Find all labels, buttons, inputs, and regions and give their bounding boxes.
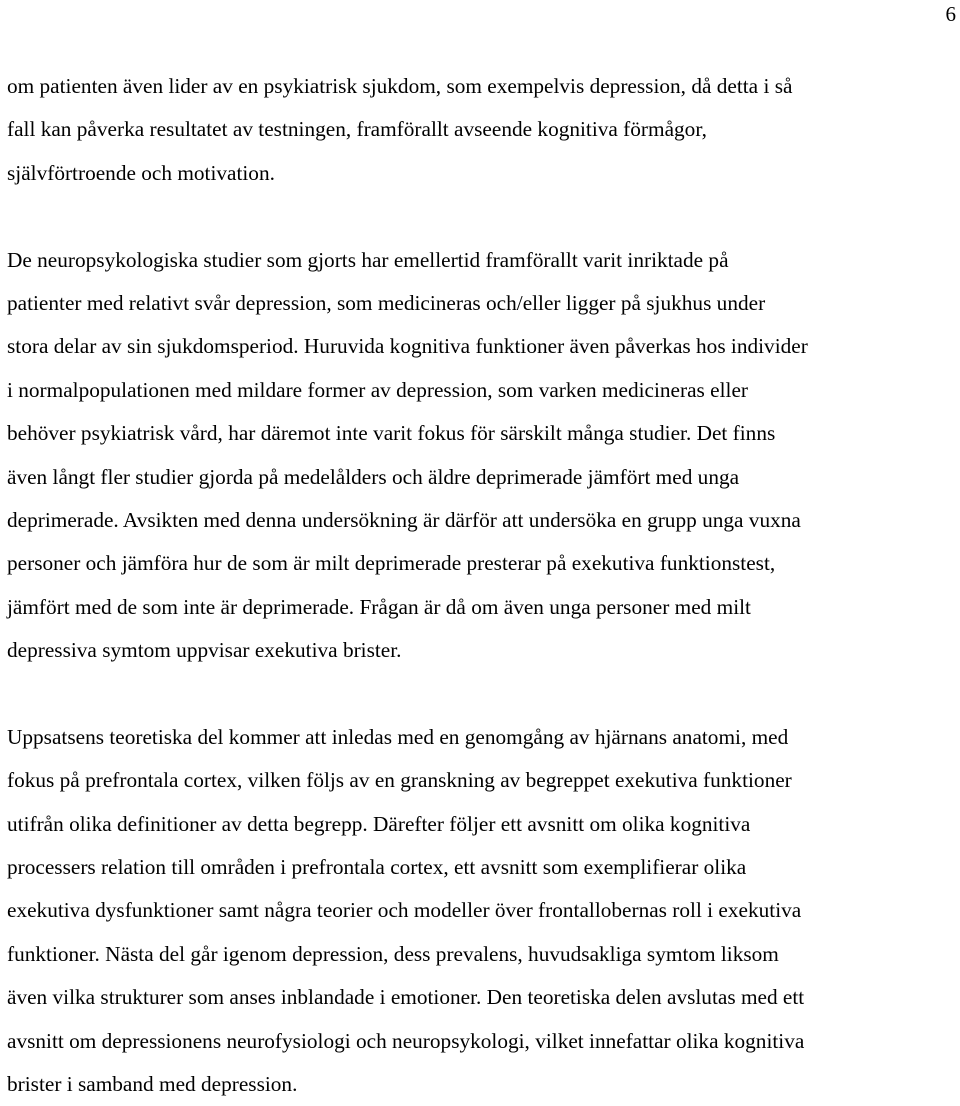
text-line: jämfört med de som inte är deprimerade. Frågan är då om även unga personer med milt bbox=[7, 594, 751, 619]
text-line: självförtroende och motivation. bbox=[7, 160, 275, 185]
text-line: processers relation till områden i prefrontala cortex, ett avsnitt som exemplifierar olika bbox=[7, 855, 747, 880]
paragraph-spacer bbox=[7, 195, 955, 238]
paragraph-1 bbox=[7, 65, 955, 195]
text-line: fall kan påverka resultatet av testningen, framförallt avseende kognitiva förmågor, bbox=[7, 117, 707, 142]
text-line: exekutiva dysfunktioner samt några teorier och modeller över frontallobernas roll i exekutiva bbox=[7, 898, 802, 923]
text-line: brister i samband med depression. bbox=[7, 1071, 298, 1096]
text-line: depressiva symtom uppvisar exekutiva brister. bbox=[7, 638, 402, 663]
text-line: även långt fler studier gjorda på medelålders och äldre deprimerade jämfört med unga bbox=[7, 464, 740, 489]
text-line: om patienten även lider av en psykiatrisk sjukdom, som exempelvis depression, då detta i så bbox=[7, 74, 793, 98]
text-line: Uppsatsens teoretiska del kommer att inledas med en genomgång av hjärnans anatomi, med bbox=[7, 724, 789, 749]
text-line: deprimerade. Avsikten med denna undersökning är därför att undersöka en grupp unga vuxna bbox=[7, 507, 801, 532]
text-line: personer och jämföra hur de som är milt deprimerade presterar på exekutiva funktionstest, bbox=[7, 551, 776, 576]
text-line: utifrån olika definitioner av detta begrepp. Därefter följer ett avsnitt om olika kognitiva bbox=[7, 811, 751, 836]
page-number: 6 bbox=[945, 2, 956, 26]
text-line: De neuropsykologiska studier som gjorts har emellertid framförallt varit inriktade på bbox=[7, 247, 729, 272]
paragraph-3 bbox=[7, 716, 955, 1106]
text-line: behöver psykiatrisk vård, har däremot inte varit fokus för särskilt många studier. Det finns bbox=[7, 421, 776, 446]
text-line: även vilka strukturer som anses inblandade i emotioner. Den teoretiska delen avslutas med ett bbox=[7, 985, 805, 1010]
text-line: stora delar av sin sjukdomsperiod. Huruvida kognitiva funktioner även påverkas hos individer bbox=[7, 334, 808, 359]
text-line: fokus på prefrontala cortex, vilken följs av en granskning av begreppet exekutiva funktioner bbox=[7, 768, 792, 793]
document-body bbox=[7, 65, 955, 1106]
text-line: funktioner. Nästa del går igenom depression, dess prevalens, huvudsakliga symtom liksom bbox=[7, 941, 779, 966]
text-line: avsnitt om depressionens neurofysiologi och neuropsykologi, vilket innefattar olika kognitiva bbox=[7, 1028, 805, 1053]
paragraph-spacer bbox=[7, 672, 955, 715]
text-line: patienter med relativt svår depression, som medicineras och/eller ligger på sjukhus under bbox=[7, 290, 766, 315]
paragraph-2 bbox=[7, 239, 955, 673]
text-line: i normalpopulationen med mildare former av depression, som varken medicineras eller bbox=[7, 377, 749, 402]
